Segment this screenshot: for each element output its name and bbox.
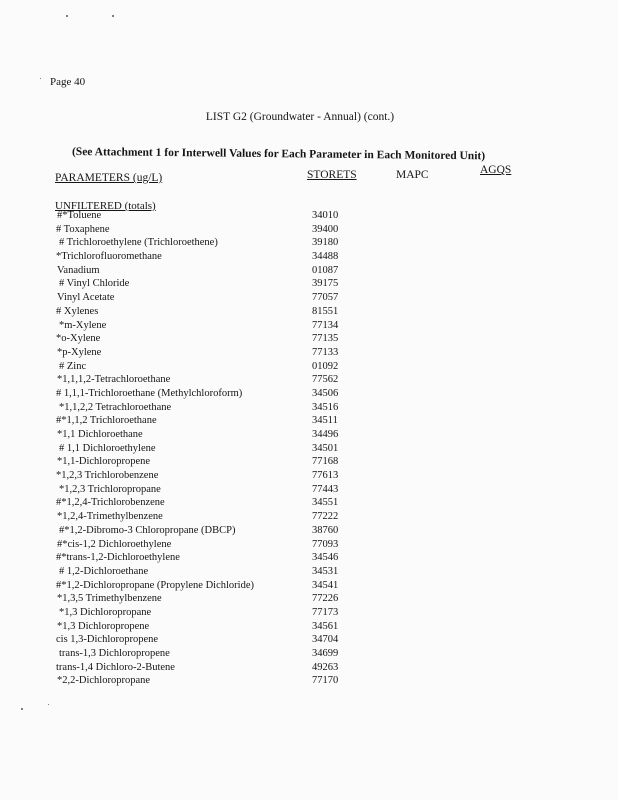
storet-code: 39175 xyxy=(312,278,339,290)
parameter-row xyxy=(0,443,618,457)
parameter-name: *1,3 Dichloropropene xyxy=(57,620,150,632)
parameter-name: #*Toluene xyxy=(57,210,102,221)
parameter-name: *Trichlorofluoromethane xyxy=(56,251,162,263)
parameter-row xyxy=(0,470,618,484)
parameter-row xyxy=(0,484,618,498)
parameter-row xyxy=(0,648,618,662)
parameter-name: *m-Xylene xyxy=(59,319,107,331)
parameter-row xyxy=(0,278,618,292)
storet-code: 34010 xyxy=(312,210,339,221)
parameter-name: #*1,1,2 Trichloroethane xyxy=(56,415,157,427)
parameter-row xyxy=(0,525,618,539)
parameter-row xyxy=(0,580,618,594)
parameter-row xyxy=(0,607,618,621)
section-label: UNFILTERED (totals) xyxy=(55,200,156,212)
parameter-name: #*1,2-Dichloropropane (Propylene Dichloride) xyxy=(56,579,254,591)
parameter-row xyxy=(0,224,618,238)
parameter-row xyxy=(0,388,618,402)
column-header-parameters: PARAMETERS (ug/L) xyxy=(55,172,163,184)
storet-code: 01087 xyxy=(312,264,339,276)
scan-speck xyxy=(21,708,23,710)
parameter-name: # 1,1 Dichloroethylene xyxy=(59,442,156,454)
storet-code: 77134 xyxy=(312,319,339,331)
parameter-row xyxy=(0,497,618,511)
parameter-name: #*1,2-Dibromo-3 Chloropropane (DBCP) xyxy=(59,524,236,536)
storet-code: 77168 xyxy=(312,456,339,468)
parameter-row xyxy=(0,292,618,306)
parameter-row xyxy=(0,511,618,525)
storet-code: 77057 xyxy=(312,292,339,304)
parameter-name: *o-Xylene xyxy=(56,333,101,345)
scan-speck xyxy=(66,15,68,17)
parameter-row xyxy=(0,566,618,580)
parameter-name: *2,2-Dichloropropane xyxy=(57,675,151,687)
parameter-name: *p-Xylene xyxy=(57,346,102,358)
parameter-row xyxy=(0,675,618,689)
parameter-row xyxy=(0,306,618,320)
scan-speck xyxy=(48,704,49,705)
scan-speck xyxy=(112,15,114,17)
parameter-list xyxy=(0,210,618,689)
storet-code: 77222 xyxy=(312,511,339,523)
parameter-row xyxy=(0,539,618,553)
parameter-row xyxy=(0,621,618,635)
storet-code: 34561 xyxy=(312,620,339,632)
storet-code: 39400 xyxy=(312,223,339,235)
storet-code: 01092 xyxy=(312,360,339,372)
storet-code: 81551 xyxy=(312,305,339,317)
parameter-row xyxy=(0,456,618,470)
page-number: Page 40 xyxy=(50,76,86,88)
storet-code: 77613 xyxy=(312,470,339,482)
parameter-name: Vanadium xyxy=(57,264,100,276)
storet-code: 34546 xyxy=(312,552,339,564)
parameter-row xyxy=(0,634,618,648)
parameter-name: # Vinyl Chloride xyxy=(59,278,130,290)
parameter-name: *1,2,3 Trichloropropane xyxy=(59,483,161,495)
storet-code: 34506 xyxy=(312,387,339,399)
storet-code: 38760 xyxy=(312,524,339,536)
parameter-name: #*trans-1,2-Dichloroethylene xyxy=(56,552,180,564)
document-subtitle: (See Attachment 1 for Interwell Values for Each Parameter in Each Monitored Unit) xyxy=(71,146,486,163)
storet-code: 77135 xyxy=(312,333,339,345)
parameter-name: *1,1-Dichloropropene xyxy=(57,456,151,468)
storet-code: 34496 xyxy=(312,429,339,440)
parameter-name: # Trichloroethylene (Trichloroethene) xyxy=(59,237,218,249)
parameter-name: *1,2,4-Trimethylbenzene xyxy=(57,511,163,523)
parameter-name: #*cis-1,2 Dichloroethylene xyxy=(57,538,172,550)
storet-code: 34551 xyxy=(312,497,339,509)
parameter-row xyxy=(0,361,618,375)
storet-code: 77093 xyxy=(312,538,339,550)
storet-code: 77133 xyxy=(312,346,339,358)
storet-code: 34699 xyxy=(312,648,339,659)
parameter-row xyxy=(0,251,618,265)
storet-code: 77443 xyxy=(312,483,339,495)
parameter-name: # Zinc xyxy=(59,360,87,372)
parameter-name: # Xylenes xyxy=(56,305,99,317)
column-header-mapc: MAPC xyxy=(396,169,429,181)
storet-code: 39180 xyxy=(312,237,339,249)
parameter-name: cis 1,3-Dichloropropene xyxy=(56,634,159,646)
storet-code: 77173 xyxy=(312,606,339,618)
parameter-name: *1,1,2,2 Tetrachloroethane xyxy=(59,401,172,413)
storet-code: 77226 xyxy=(312,593,339,605)
parameter-name: #*1,2,4-Trichlorobenzene xyxy=(56,497,165,509)
storet-code: 34531 xyxy=(312,565,339,577)
parameter-row xyxy=(0,552,618,566)
parameter-row xyxy=(0,265,618,279)
column-header-storets: STORETS xyxy=(307,169,357,181)
parameter-row xyxy=(0,374,618,388)
parameter-name: *1,3,5 Trimethylbenzene xyxy=(57,593,162,605)
parameter-name: # 1,1,1-Trichloroethane (Methylchloroform) xyxy=(56,387,243,399)
storet-code: 34501 xyxy=(312,442,339,454)
parameter-name: *1,3 Dichloropropane xyxy=(59,606,152,618)
parameter-name: Vinyl Acetate xyxy=(57,292,115,304)
parameter-name: *1,1,1,2-Tetrachloroethane xyxy=(57,374,171,386)
parameter-row xyxy=(0,210,618,224)
column-header-agqs: AGQS xyxy=(480,164,512,176)
parameter-name: trans-1,3 Dichloropropene xyxy=(59,648,170,659)
parameter-row xyxy=(0,347,618,361)
parameter-row xyxy=(0,237,618,251)
storet-code: 77562 xyxy=(312,374,339,386)
storet-code: 34511 xyxy=(312,415,338,427)
parameter-name: trans-1,4 Dichloro-2-Butene xyxy=(56,661,175,673)
storet-code: 34704 xyxy=(312,634,339,646)
parameter-name: # Toxaphene xyxy=(56,223,110,235)
scan-speck xyxy=(40,78,41,79)
parameter-name: *1,1 Dichloroethane xyxy=(57,429,143,440)
storet-code: 34516 xyxy=(312,401,339,413)
parameter-row xyxy=(0,402,618,416)
storet-code: 77170 xyxy=(312,675,339,687)
parameter-row xyxy=(0,320,618,334)
parameter-row xyxy=(0,333,618,347)
parameter-row xyxy=(0,415,618,429)
parameter-name: # 1,2-Dichloroethane xyxy=(59,565,149,577)
parameter-row xyxy=(0,593,618,607)
parameter-name: *1,2,3 Trichlorobenzene xyxy=(56,470,159,482)
document-title: LIST G2 (Groundwater - Annual) (cont.) xyxy=(205,111,395,123)
storet-code: 34488 xyxy=(312,251,339,263)
storet-code: 34541 xyxy=(312,579,339,591)
parameter-row xyxy=(0,662,618,676)
storet-code: 49263 xyxy=(312,661,339,673)
parameter-row xyxy=(0,429,618,443)
